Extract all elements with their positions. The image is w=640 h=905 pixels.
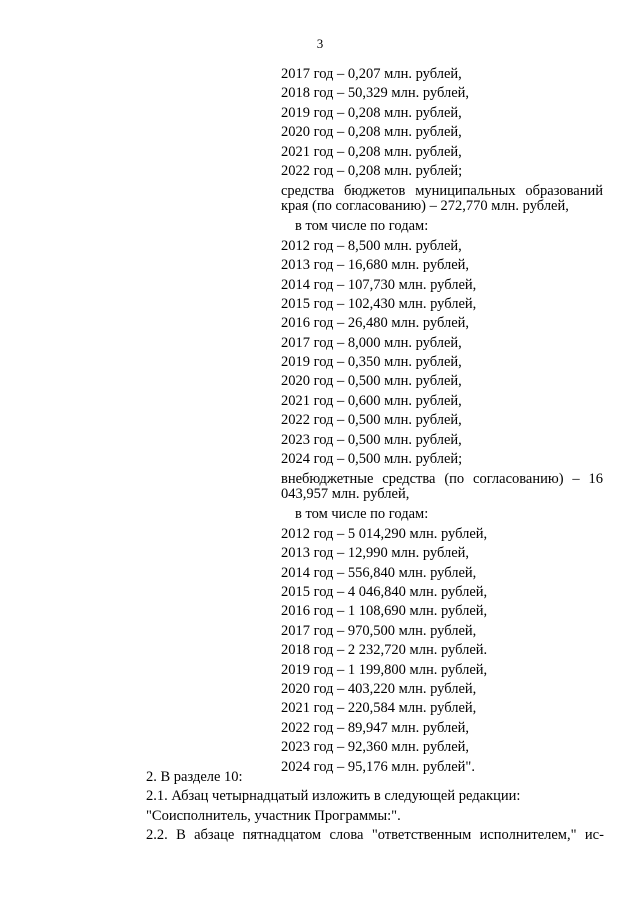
municipal-year-line: 2014 год – 107,730 млн. рублей, <box>281 276 477 293</box>
extrabudget-year-line: 2014 год – 556,840 млн. рублей, <box>281 564 477 581</box>
extrabudget-year-line: 2024 год – 95,176 млн. рублей". <box>281 758 475 775</box>
regional-year-line: 2022 год – 0,208 млн. рублей; <box>281 162 463 179</box>
municipal-year-line: 2020 год – 0,500 млн. рублей, <box>281 373 462 390</box>
extrabudget-year-line: 2017 год – 970,500 млн. рублей, <box>281 622 477 639</box>
word: пятнадцатом <box>242 827 322 844</box>
amendment-item-1: 2.1. Абзац четырнадцатый изложить в следующей редакции: <box>146 788 521 805</box>
word: исполнителем," <box>479 827 577 844</box>
municipal-year-line: 2015 год – 102,430 млн. рублей, <box>281 295 477 312</box>
extrabudget-year-line: 2022 год – 89,947 млн. рублей, <box>281 719 470 736</box>
municipal-year-line: 2019 год – 0,350 млн. рублей, <box>281 354 462 371</box>
municipal-year-line: 2021 год – 0,600 млн. рублей, <box>281 392 462 409</box>
municipal-intro: средства бюджетов муниципальных образований края (по согласованию) – 272,770 млн. рублей, <box>281 183 603 215</box>
amendment-quote: "Соисполнитель, участник Программы:". <box>146 807 401 824</box>
extrabudget-by-years: в том числе по годам: <box>295 506 429 523</box>
section-heading: 2. В разделе 10: <box>146 769 243 785</box>
extrabudget-year-line: 2019 год – 1 199,800 млн. рублей, <box>281 661 488 678</box>
extrabudget-year-line: 2018 год – 2 232,720 млн. рублей. <box>281 642 488 659</box>
municipal-year-line: 2013 год – 16,680 млн. рублей, <box>281 257 470 274</box>
section-10-amendments <box>146 768 604 846</box>
municipal-year-line: 2022 год – 0,500 млн. рублей, <box>281 412 462 429</box>
municipal-by-years: в том числе по годам: <box>295 218 429 235</box>
regional-year-line: 2021 год – 0,208 млн. рублей, <box>281 143 462 160</box>
municipal-year-line: 2012 год – 8,500 млн. рублей, <box>281 237 462 254</box>
word: "ответственным <box>371 827 472 844</box>
municipal-year-line: 2024 год – 0,500 млн. рублей; <box>281 451 463 468</box>
extrabudget-year-line: 2016 год – 1 108,690 млн. рублей, <box>281 603 488 620</box>
extrabudget-year-line: 2020 год – 403,220 млн. рублей, <box>281 680 477 697</box>
word: слова <box>329 827 364 844</box>
extrabudget-year-line: 2021 год – 220,584 млн. рублей, <box>281 700 477 717</box>
word: ис- <box>584 827 604 844</box>
regional-year-line: 2017 год – 0,207 млн. рублей, <box>281 66 462 82</box>
extrabudget-year-line: 2023 год – 92,360 млн. рублей, <box>281 739 470 756</box>
word: абзаце <box>194 827 235 844</box>
amendment-item-2 <box>146 826 604 845</box>
municipal-year-line: 2023 год – 0,500 млн. рублей, <box>281 431 462 448</box>
regional-year-line: 2018 год – 50,329 млн. рублей, <box>281 85 470 102</box>
page-number: 3 <box>316 36 324 51</box>
word: 2.2. <box>146 827 168 844</box>
regional-year-line: 2020 год – 0,208 млн. рублей, <box>281 124 462 141</box>
regional-year-line: 2019 год – 0,208 млн. рублей, <box>281 104 462 121</box>
municipal-year-line: 2016 год – 26,480 млн. рублей, <box>281 315 470 332</box>
word: В <box>176 827 186 844</box>
extrabudget-year-line: 2013 год – 12,990 млн. рублей, <box>281 545 470 562</box>
extrabudget-year-line: 2015 год – 4 046,840 млн. рублей, <box>281 583 488 600</box>
extrabudget-year-line: 2012 год – 5 014,290 млн. рублей, <box>281 525 488 542</box>
extrabudget-intro: внебюджетные средства (по согласованию) – 16 043,957 млн. рублей, <box>281 471 603 503</box>
budget-list <box>281 65 603 777</box>
municipal-year-line: 2017 год – 8,000 млн. рублей, <box>281 334 462 351</box>
